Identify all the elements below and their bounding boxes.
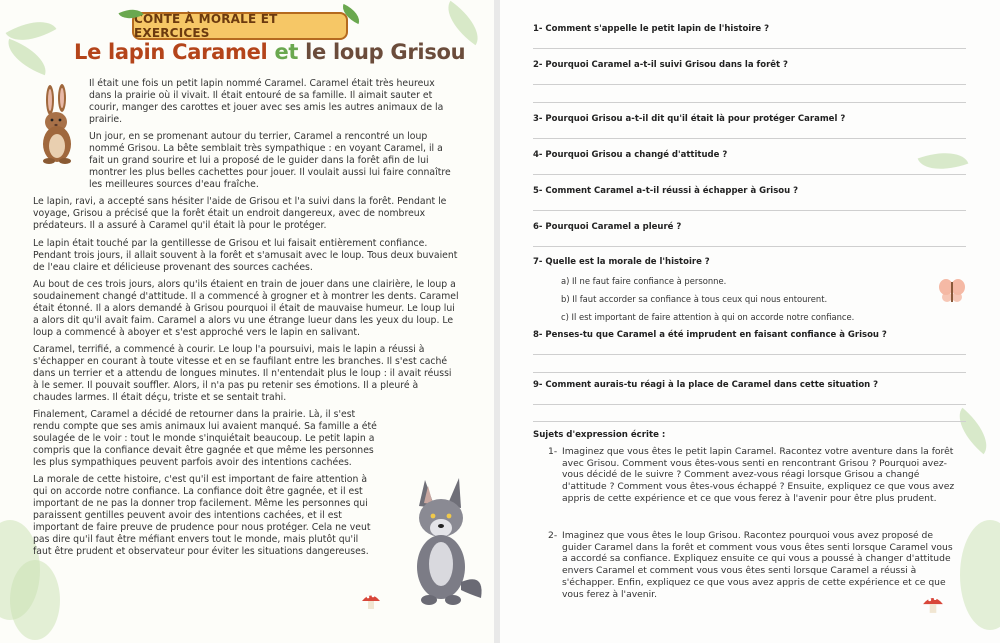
morale-option-a[interactable]: a) Il ne faut faire confiance à personne. — [561, 276, 727, 286]
answer-line[interactable] — [533, 174, 966, 175]
story-paragraph: Le lapin, ravi, a accepté sans hésiter l'aide de Grisou et l'a suivi dans la forêt. Pendant le voyage, Grisou a précisé que la forêt était un endroit dangereux, avec de nombreux prédateurs. Il a assuré à Caramel qu'il était là pour le protéger. — [33, 196, 447, 232]
sujet-number: 1- — [548, 446, 558, 457]
question-6: 6- Pourquoi Caramel a pleuré ? — [533, 222, 682, 232]
question-7: 7- Quelle est la morale de l'histoire ? — [533, 257, 710, 267]
question-2: 2- Pourquoi Caramel a-t-il suivi Grisou dans la forêt ? — [533, 60, 788, 70]
answer-line[interactable] — [533, 404, 966, 405]
title-et: et — [274, 40, 299, 64]
sujet-item — [548, 530, 958, 600]
answer-line[interactable] — [533, 210, 966, 211]
story-paragraph: Au bout de ces trois jours, alors qu'ils étaient en train de jouer dans une clairière, le loup a soudainement changé d'attitude. Il a commencé à grogner et à montrer les dents. Caramel était étonné. Il a alors demandé à Grisou pourquoi il était de mauvaise humeur. Le loup lui a alors dit qu'il avait faim. Caramel a alors vu une étrange lueur dans les yeux du loup. Le loup a commencé à aboyer et s'est approché vers le lapin en salivant. — [33, 278, 459, 338]
morale-option-b[interactable]: b) Il faut accorder sa confiance à tous ceux qui nous entourent. — [561, 294, 828, 304]
banner-label: CONTE À MORALE ET EXERCICES — [134, 12, 278, 40]
story-paragraph: Il était une fois un petit lapin nommé Caramel. Caramel était très heureux dans la prairie où il vivait. Il était entouré de sa famille. Il aimait sauter et courir, manger des carottes et jouer avec ses amis les autres animaux de la prairie. — [89, 78, 444, 125]
answer-line[interactable] — [533, 354, 966, 355]
answer-line[interactable] — [533, 102, 966, 103]
tree-decoration — [10, 560, 60, 640]
question-1: 1- Comment s'appelle le petit lapin de l'histoire ? — [533, 24, 770, 34]
question-8: 8- Penses-tu que Caramel a été imprudent en faisant confiance à Grisou ? — [533, 330, 887, 340]
question-9: 9- Comment aurais-tu réagi à la place de Caramel dans cette situation ? — [533, 380, 879, 390]
sujet-number: 2- — [548, 530, 558, 541]
title-caramel: Le lapin Caramel — [74, 40, 268, 64]
sujet-text: Imaginez que vous êtes le petit lapin Caramel. Racontez votre aventure dans la forêt avec Grisou. Comment vous êtes-vous senti en rencontrant Grisou ? Pourquoi avez-vous décidé de le suivre ? Comment avez-vous réagi lorsque Grisou a changé d'attitude ? Comment vous êtes-vous échappé ? Ensuite, expliquez ce que vous avez appris de cette expérience et ce que vous ferez à l'avenir pour être plus prudent. — [562, 446, 955, 504]
sujet-item — [548, 446, 958, 505]
leaf-icon — [438, 1, 488, 45]
sujets-title: Sujets d'expression écrite : — [533, 430, 666, 440]
tree-decoration — [960, 520, 1000, 630]
story-paragraph: Le lapin était touché par la gentillesse de Grisou et lui faisait entièrement confiance. Pendant trois jours, il allait souvent à la forêt et s'amusait avec le loup. Tous deux buvaient de l'eau claire et délicieuse provenant des sources cachées. — [33, 237, 458, 273]
story-paragraph: Caramel, terrifié, a commencé à courir. Le loup l'a poursuivi, mais le lapin a réussi à s'échapper en courant à toute vitesse et en se faufilant entre les branches. Il s'est caché dans un terrier et a attendu de longues minutes. Il n'entendait plus le loup : il avait réussi à le semer. Il pouvait souffler. Alors, il n'a pas pu retenir ses émotions. Il a pleuré à chaudes larmes. Il était déçu, triste et se sentait trahi. — [33, 343, 452, 403]
morale-option-c[interactable]: c) Il est important de faire attention à qui on accorde notre confiance. — [561, 312, 855, 322]
leaf-icon — [2, 39, 53, 75]
answer-line[interactable] — [533, 246, 966, 247]
answer-line[interactable] — [533, 48, 966, 49]
wolf-illustration — [395, 472, 487, 612]
sujet-text: Imaginez que vous êtes le loup Grisou. Racontez pourquoi vous avez proposé de guider Caramel dans la forêt et comment vous vous êtes senti lorsque Caramel vous a accordé sa confiance. Expliquez ensuite ce qui vous a poussé à changer d'attitude envers Caramel et comment vous vous êtes senti lorsque Caramel a réussi à s'échapper. Enfin, expliquez ce que vous avez appris de cette expérience et ce que vous ferez à l'avenir. — [562, 530, 953, 600]
question-3: 3- Pourquoi Grisou a-t-il dit qu'il était là pour protéger Caramel ? — [533, 114, 846, 124]
page-title — [74, 40, 466, 64]
answer-line[interactable] — [533, 372, 966, 373]
answer-line[interactable] — [533, 421, 966, 422]
answer-line[interactable] — [533, 84, 966, 85]
question-4: 4- Pourquoi Grisou a changé d'attitude ? — [533, 150, 728, 160]
answer-line[interactable] — [533, 138, 966, 139]
mushroom-icon — [360, 590, 382, 610]
header-banner — [132, 12, 348, 40]
title-grisou: le loup Grisou — [305, 40, 466, 64]
butterfly-icon — [938, 278, 966, 304]
story-paragraph: Finalement, Caramel a décidé de retourner dans la prairie. Là, il s'est rendu compte que ses amis animaux lui avaient manqué. Sa famille a été soulagée de le voir : tout le monde s'inquiétait beaucoup. Le petit lapin a compris que la confiance devait être gagnée et que même les personnes les plus sympathiques peuvent parfois avoir des intentions cachées. — [33, 409, 377, 469]
story-paragraph: Un jour, en se promenant autour du terrier, Caramel a rencontré un loup nommé Grisou. La bête semblait très sympathique : en voyant Caramel, il a fait un grand sourire et lui a proposé de le guider dans la forêt afin de lui montrer les plus belles cachettes pour jouer. Il voulait aussi lui faire connaître les meilleures sources d'eau fraîche. — [89, 131, 451, 191]
story-paragraph: La morale de cette histoire, c'est qu'il est important de faire attention à qui on accorde notre confiance. La confiance doit être gagnée, et il est important de ne pas la donner trop facilement. Même les personnes qui paraissent gentilles peuvent avoir des intentions cachées, et il est important de faire preuve de prudence pour nous protéger. Cela ne veut pas dire qu'il faut être méfiant envers tout le monde, mais plutôt qu'il faut être prudent et observateur pour éviter les situations dangereuses. — [33, 474, 371, 558]
question-5: 5- Comment Caramel a-t-il réussi à échapper à Grisou ? — [533, 186, 799, 196]
